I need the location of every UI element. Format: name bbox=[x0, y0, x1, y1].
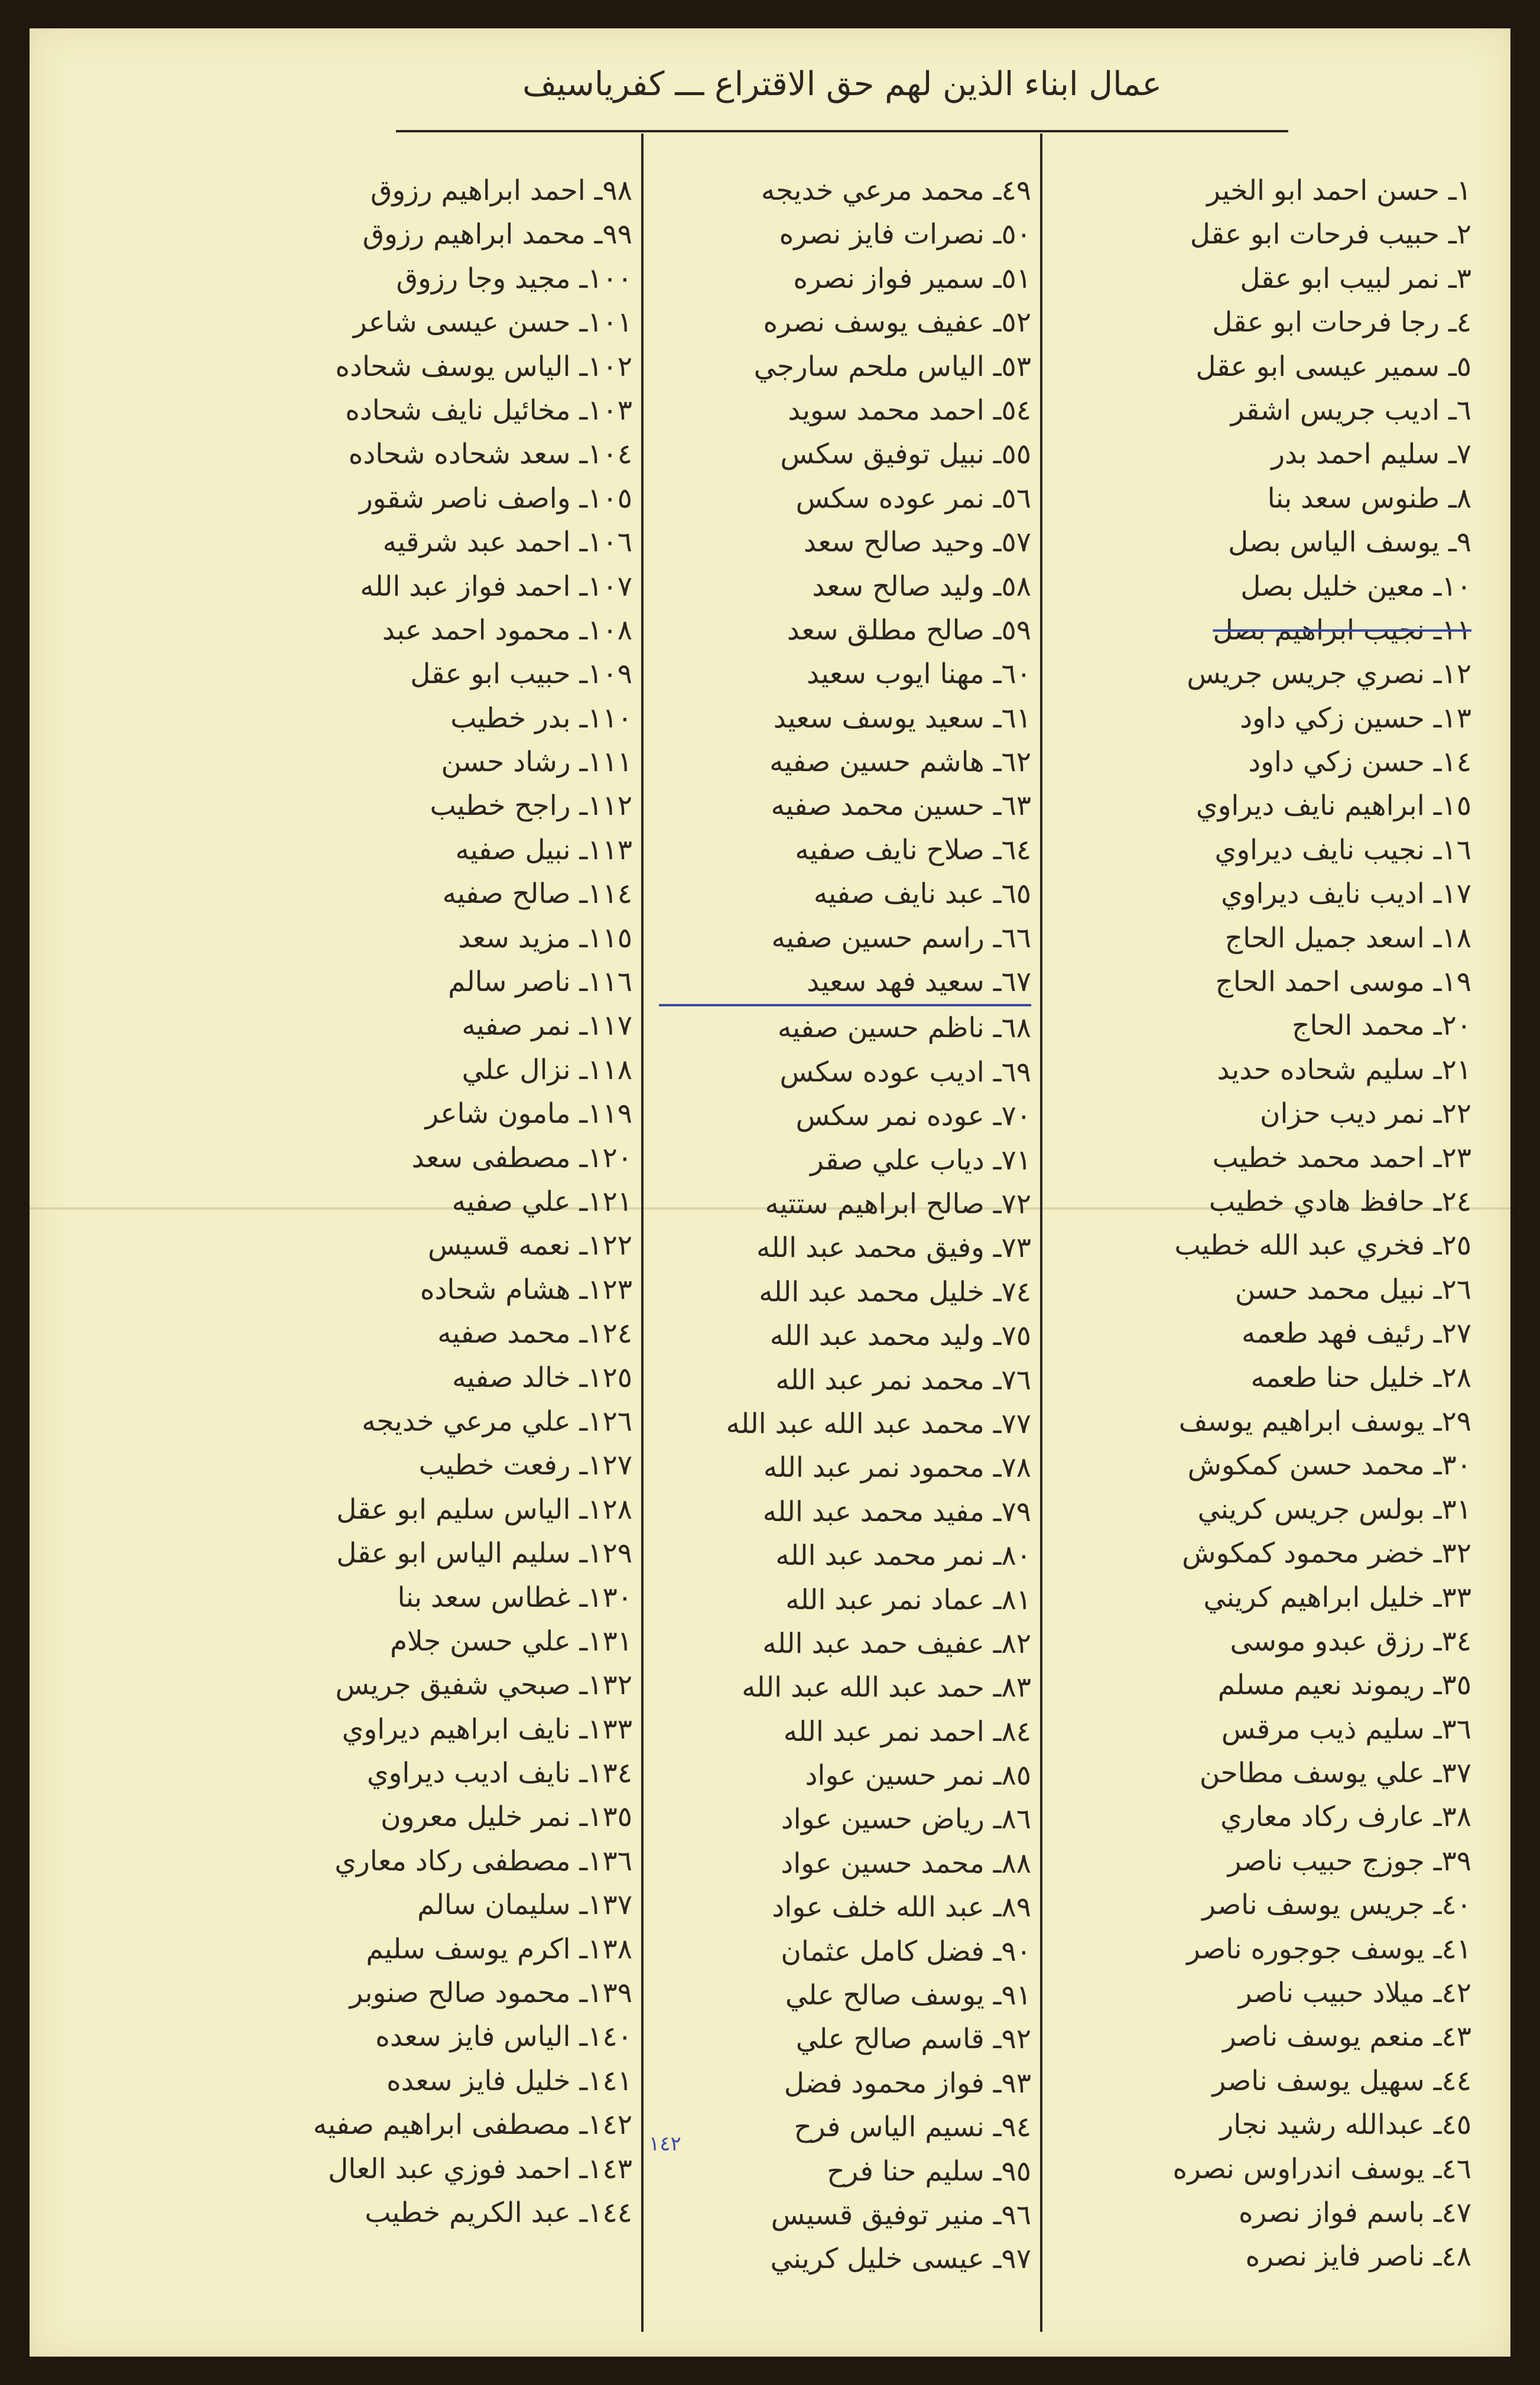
list-item: ١١٣ـ نبيل صفيه bbox=[455, 833, 632, 866]
list-item: ٣٢ـ خضر محمود كمكوش bbox=[1182, 1537, 1471, 1570]
list-item: ١٢ـ نصري جريس جريس bbox=[1187, 658, 1471, 691]
list-item: ١٣٥ـ نمر خليل معرون bbox=[381, 1801, 632, 1834]
list-item: ٩٥ـ سليم حنا فرح bbox=[827, 2155, 1031, 2188]
list-item: ٢ـ حبيب فرحات ابو عقل bbox=[1190, 218, 1471, 251]
list-item: ٤٤ـ سهيل يوسف ناصر bbox=[1212, 2064, 1471, 2097]
list-item: ١٤٢ـ مصطفى ابراهيم صفيه bbox=[313, 2108, 632, 2142]
list-item: ٦٢ـ هاشم حسين صفيه bbox=[769, 746, 1031, 779]
list-item: ٧٢ـ صالح ابراهيم ستتيه bbox=[765, 1187, 1031, 1220]
list-item: ٣١ـ بولس جريس كريني bbox=[1197, 1493, 1471, 1526]
marginal-note: ١٤٢ bbox=[649, 2132, 681, 2156]
list-item: ١٣ـ حسين زكي داود bbox=[1240, 701, 1471, 735]
list-item: ٥٩ـ صالح مطلق سعد bbox=[787, 613, 1031, 646]
list-item: ١٢٥ـ خالد صفيه bbox=[452, 1361, 632, 1394]
list-item: ١٠٦ـ احمد عبد شرقيه bbox=[382, 526, 632, 559]
list-item: ١٣٧ـ سليمان سالم bbox=[417, 1889, 632, 1922]
list-item: ٩٠ـ فضل كامل عثمان bbox=[781, 1935, 1031, 1968]
list-item: ١١٩ـ مامون شاعر bbox=[425, 1097, 632, 1130]
list-item: ١٤٣ـ احمد فوزي عبد العال bbox=[328, 2152, 632, 2185]
list-item: ٧٨ـ محمود نمر عبد الله bbox=[763, 1451, 1031, 1484]
list-item: ١٢٩ـ سليم الياس ابو عقل bbox=[336, 1537, 632, 1570]
list-item: ٧٩ـ مفيد محمد عبد الله bbox=[762, 1495, 1031, 1528]
list-item: ١٢٦ـ علي مرعي خديجه bbox=[362, 1405, 632, 1438]
list-item: ١٢٢ـ نعمه قسيس bbox=[427, 1229, 632, 1262]
list-item: ٢٠ـ محمد الحاج bbox=[1292, 1009, 1471, 1042]
list-item: ٤٨ـ ناصر فايز نصره bbox=[1245, 2240, 1471, 2273]
title-underline bbox=[396, 130, 1288, 132]
list-item: ١١٧ـ نمر صفيه bbox=[462, 1009, 632, 1042]
list-item: ١٩ـ موسى احمد الحاج bbox=[1215, 966, 1471, 999]
list-item: ٥٨ـ وليد صالح سعد bbox=[812, 570, 1031, 603]
list-item: ٩ـ يوسف الياس بصل bbox=[1228, 526, 1471, 559]
list-item: ٦٤ـ صلاح نايف صفيه bbox=[795, 833, 1031, 866]
list-item: ٣٨ـ عارف ركاد معاري bbox=[1220, 1801, 1471, 1834]
list-item: ١ـ حسن احمد ابو الخير bbox=[1207, 174, 1471, 207]
list-item: ١٤١ـ خليل فايز سعده bbox=[386, 2064, 632, 2097]
list-item: ١٣٤ـ نايف اديب ديراوي bbox=[366, 1757, 632, 1790]
list-item: ٨٢ـ عفيف حمد عبد الله bbox=[762, 1627, 1031, 1660]
list-item: ٧٤ـ خليل محمد عبد الله bbox=[759, 1275, 1031, 1308]
list-item: ١٢٧ـ رفعت خطيب bbox=[418, 1449, 632, 1482]
list-item: ٨٣ـ حمد عبد الله عبد الله bbox=[742, 1671, 1031, 1704]
list-item: ٥٧ـ وحيد صالح سعد bbox=[803, 526, 1031, 559]
list-item: ١٣١ـ علي حسن جلام bbox=[389, 1624, 632, 1658]
list-item: ١٥ـ ابراهيم نايف ديراوي bbox=[1195, 789, 1471, 823]
column-divider-right bbox=[1040, 134, 1042, 2332]
list-item: ١٠٥ـ واصف ناصر شقور bbox=[359, 482, 632, 515]
list-item: ٩٣ـ فواز محمود فضل bbox=[784, 2066, 1031, 2100]
list-item: ١٨ـ اسعد جميل الحاج bbox=[1224, 921, 1471, 954]
list-item: ١٣٦ـ مصطفى ركاد معاري bbox=[334, 1844, 632, 1877]
list-item: ١١٢ـ راجح خطيب bbox=[430, 789, 632, 823]
list-item: ٦٣ـ حسين محمد صفيه bbox=[771, 789, 1031, 823]
list-item: ١٤٠ـ الياس فايز سعده bbox=[375, 2020, 632, 2053]
list-item: ٥٥ـ نبيل توفيق سكس bbox=[780, 438, 1031, 471]
list-item: ٢٩ـ يوسف ابراهيم يوسف bbox=[1178, 1405, 1471, 1438]
list-item: ١٠٣ـ مخائيل نايف شحاده bbox=[345, 394, 632, 427]
list-item: ٣٦ـ سليم ذيب مرقس bbox=[1221, 1713, 1471, 1746]
list-item: ١٤٤ـ عبد الكريم خطيب bbox=[365, 2196, 632, 2229]
list-item: ١١٨ـ نزال علي bbox=[462, 1053, 632, 1086]
list-item: ١٣٨ـ اكرم يوسف سليم bbox=[366, 1932, 632, 1965]
list-item: ١٢١ـ علي صفيه bbox=[451, 1185, 632, 1218]
list-item: ١١٤ـ صالح صفيه bbox=[442, 878, 632, 911]
list-item: ٨٥ـ نمر حسين عواد bbox=[805, 1759, 1031, 1792]
list-item: ١١٥ـ مزيد سعد bbox=[458, 921, 632, 954]
list-item: ٥٦ـ نمر عوده سكس bbox=[795, 482, 1031, 515]
list-item: ٨٤ـ احمد نمر عبد الله bbox=[783, 1715, 1031, 1748]
list-item: ١٣٠ـ غطاس سعد بنا bbox=[397, 1581, 632, 1614]
document-page bbox=[30, 28, 1510, 2357]
list-item: ٤ـ رجا فرحات ابو عقل bbox=[1212, 306, 1471, 339]
list-item: ٨ـ طنوس سعد بنا bbox=[1267, 482, 1471, 515]
list-item: ٦٨ـ ناظم حسين صفيه bbox=[777, 1012, 1031, 1045]
list-item: ٢٣ـ احمد محمد خطيب bbox=[1212, 1141, 1471, 1174]
list-item: ١٦ـ نجيب نايف ديراوي bbox=[1214, 833, 1471, 866]
names-column-1 bbox=[1058, 169, 1471, 2279]
list-item: ١٠ـ معين خليل بصل bbox=[1240, 570, 1471, 603]
list-item: ٥٢ـ عفيف يوسف نصره bbox=[763, 306, 1031, 339]
list-item: ٥٣ـ الياس ملحم سارجي bbox=[753, 350, 1031, 383]
list-item: ٦٦ـ راسم حسين صفيه bbox=[771, 921, 1031, 954]
list-item: ١٣٢ـ صبحي شفيق جريس bbox=[335, 1669, 632, 1702]
list-item: ٦٠ـ مهنا ايوب سعيد bbox=[806, 658, 1031, 691]
list-item: ٩٧ـ عيسى خليل كريني bbox=[770, 2243, 1031, 2276]
names-column-3 bbox=[266, 169, 632, 2235]
list-item: ٢٤ـ حافظ هادي خطيب bbox=[1208, 1185, 1471, 1218]
list-item: ٦١ـ سعيد يوسف سعيد bbox=[773, 701, 1031, 735]
list-item: ١١٠ـ بدر خطيب bbox=[450, 701, 632, 735]
list-item: ٥٤ـ احمد محمد سويد bbox=[788, 394, 1031, 427]
list-item: ٣٣ـ خليل ابراهيم كريني bbox=[1203, 1581, 1471, 1614]
list-item: ٦ـ اديب جريس اشقر bbox=[1230, 394, 1471, 427]
list-item: ٧٥ـ وليد محمد عبد الله bbox=[769, 1320, 1031, 1353]
list-item: ٩٤ـ نسيم الياس فرح bbox=[794, 2111, 1031, 2144]
list-item: ٧ـ سليم احمد بدر bbox=[1271, 438, 1471, 471]
list-item: ١٢٠ـ مصطفى سعد bbox=[411, 1141, 632, 1174]
list-item: ٩٨ـ احمد ابراهيم رزوق bbox=[371, 174, 632, 207]
list-item: ١٢٨ـ الياس سليم ابو عقل bbox=[336, 1493, 632, 1526]
list-item: ٢٨ـ خليل حنا طعمه bbox=[1250, 1361, 1471, 1394]
list-item: ١٠٨ـ محمود احمد عبد bbox=[382, 613, 632, 646]
list-item: ٥٠ـ نصرات فايز نصره bbox=[779, 218, 1031, 251]
list-item: ٢٥ـ فخري عبد الله خطيب bbox=[1174, 1229, 1471, 1262]
list-item: ١١ـ نجيب ابراهيم بصل bbox=[1213, 613, 1471, 646]
list-item: ٧٠ـ عوده نمر سكس bbox=[795, 1100, 1031, 1133]
list-item: ١٢٣ـ هشام شحاده bbox=[420, 1273, 632, 1306]
list-item: ١١٦ـ ناصر سالم bbox=[448, 966, 632, 999]
list-item: ١٧ـ اديب نايف ديراوي bbox=[1221, 878, 1471, 911]
list-item: ٤٦ـ يوسف اندراوس نصره bbox=[1172, 2152, 1471, 2185]
list-item: ٩١ـ يوسف صالح علي bbox=[785, 1979, 1031, 2012]
list-item: ٧١ـ دياب علي صقر bbox=[810, 1143, 1031, 1177]
list-item: ١٠٠ـ مجيد وجا رزوق bbox=[396, 262, 632, 295]
list-item: ٧٦ـ محمد نمر عبد الله bbox=[775, 1363, 1031, 1396]
list-item: ٣ـ نمر لبيب ابو عقل bbox=[1240, 262, 1471, 295]
list-item: ٦٥ـ عبد نايف صفيه bbox=[813, 878, 1031, 911]
list-item: ٤٠ـ جريس يوسف ناصر bbox=[1202, 1889, 1471, 1922]
list-item: ٣٧ـ علي يوسف مطاحن bbox=[1199, 1757, 1471, 1790]
list-item: ٢٢ـ نمر ديب حزان bbox=[1260, 1097, 1471, 1130]
list-item: ٥١ـ سمير فواز نصره bbox=[793, 262, 1031, 295]
list-item: ١١١ـ رشاد حسن bbox=[441, 746, 632, 779]
list-item: ٩٦ـ منير توفيق قسيس bbox=[771, 2198, 1031, 2231]
list-item: ٨٩ـ عبد الله خلف عواد bbox=[772, 1891, 1031, 1924]
list-item: ٦٩ـ اديب عوده سكس bbox=[779, 1055, 1031, 1088]
list-item: ٥ـ سمير عيسى ابو عقل bbox=[1195, 350, 1471, 383]
list-item: ٨١ـ عماد نمر عبد الله bbox=[785, 1583, 1031, 1616]
list-item: ١٠٩ـ حبيب ابو عقل bbox=[410, 658, 632, 691]
list-item: ١٠١ـ حسن عيسى شاعر bbox=[353, 306, 632, 339]
list-item: ١٣٩ـ محمود صالح صنوبر bbox=[349, 1977, 632, 2010]
list-item: ٤٣ـ منعم يوسف ناصر bbox=[1222, 2020, 1471, 2053]
list-item: ٣٤ـ رزق عبدو موسى bbox=[1230, 1624, 1471, 1658]
list-item: ٤١ـ يوسف جوجوره ناصر bbox=[1187, 1932, 1471, 1965]
list-item: ٨٦ـ رياض حسين عواد bbox=[781, 1803, 1031, 1836]
list-item: ٤٥ـ عبدالله رشيد نجار bbox=[1220, 2108, 1471, 2142]
list-item: ١٠٢ـ الياس يوسف شحاده bbox=[335, 350, 632, 383]
list-item: ١٠٤ـ سعد شحاده شحاده bbox=[348, 438, 632, 471]
list-item: ٢٦ـ نبيل محمد حسن bbox=[1234, 1273, 1471, 1306]
list-item: ٨٨ـ محمد حسين عواد bbox=[781, 1847, 1031, 1880]
list-item: ٤٢ـ ميلاد حبيب ناصر bbox=[1238, 1977, 1471, 2010]
document-title: عمال ابناء الذين لهم حق الاقتراع ـــ كفرياسيف bbox=[522, 65, 1162, 103]
list-item: ٣٠ـ محمد حسن كمكوش bbox=[1187, 1449, 1471, 1482]
list-item: ٩٢ـ قاسم صالح علي bbox=[795, 2023, 1031, 2056]
list-item: ١٢٤ـ محمد صفيه bbox=[437, 1317, 632, 1350]
names-column-2 bbox=[659, 169, 1031, 2282]
list-item: ٤٩ـ محمد مرعي خديجه bbox=[761, 174, 1031, 207]
column-divider-left bbox=[641, 134, 644, 2332]
list-item: ٧٧ـ محمد عبد الله عبد الله bbox=[726, 1407, 1031, 1440]
list-item: ٢١ـ سليم شحاده حديد bbox=[1217, 1053, 1471, 1086]
list-item: ١٤ـ حسن زكي داود bbox=[1248, 746, 1471, 779]
list-item: ٤٧ـ باسم فواز نصره bbox=[1238, 2196, 1471, 2229]
list-item: ٣٥ـ ريموند نعيم مسلم bbox=[1217, 1669, 1471, 1702]
list-item: ١٠٧ـ احمد فواز عبد الله bbox=[360, 570, 632, 603]
list-item: ٣٩ـ جوزج حبيب ناصر bbox=[1227, 1844, 1471, 1877]
list-item: ٨٠ـ نمر محمد عبد الله bbox=[775, 1539, 1031, 1572]
list-item: ٩٩ـ محمد ابراهيم رزوق bbox=[362, 218, 632, 251]
list-item: ٦٧ـ سعيد فهد سعيد bbox=[659, 960, 1031, 1006]
list-item: ٢٧ـ رئيف فهد طعمه bbox=[1242, 1317, 1471, 1350]
list-item: ٧٣ـ وفيق محمد عبد الله bbox=[756, 1232, 1031, 1265]
list-item: ١٣٣ـ نايف ابراهيم ديراوي bbox=[342, 1713, 632, 1746]
